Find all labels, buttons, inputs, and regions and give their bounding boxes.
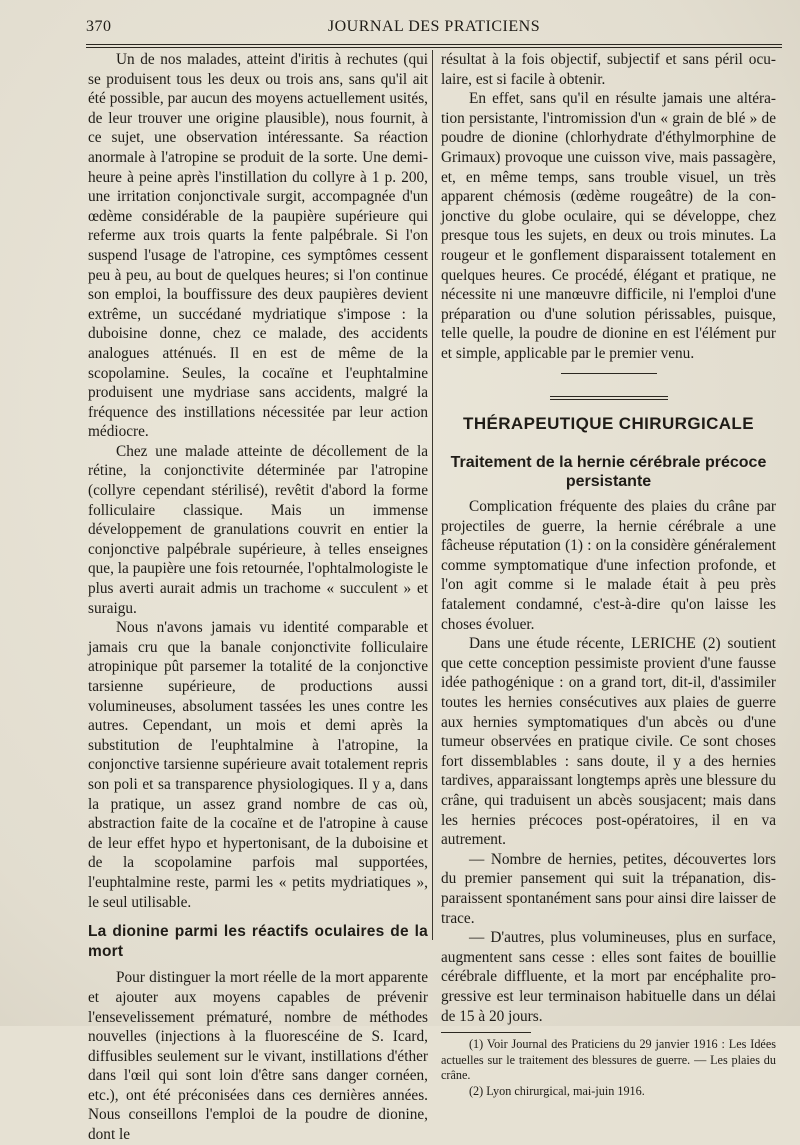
paragraph: — Nombre de hernies, petites, découvertes lors du premier pansement qui suit la trépanation, disparaissent spontanément sans pour ainsi dire laisser de trace. <box>441 850 776 927</box>
section-title: THÉRAPEUTIQUE CHIRURGICALE <box>463 413 754 433</box>
footnote: (1) Voir Journal des Praticiens du 29 janvier 1916 : Les Idées actuelles sur le traitement des blessures de guerre. — Les plaies du crâne. <box>441 1037 776 1083</box>
article-title: Traitement de la hernie cérébrale précoce persistante <box>450 454 767 491</box>
section-rule <box>550 396 668 397</box>
paragraph: Chez une malade atteinte de décollement de la rétine, la conjonctivite déterminée par l'atropine (collyre cependant stérilisé), revêtit d'abord la forme folliculaire classique. Mais un immense développement de granulations couvrit en entier la conjonctive palpébrale supérieure, à telles enseignes que, la paupière une fois retournée, l'ophtalmologiste le plus averti aurait admis un trachome « succulent » et suraigu. <box>88 442 428 617</box>
page-number: 370 <box>86 18 112 35</box>
journal-title: JOURNAL DES PRATICIENS <box>327 18 541 35</box>
page-header <box>86 18 782 40</box>
left-column <box>88 50 428 1145</box>
paragraph: En effet, sans qu'il en résulte jamais une altération persistante, l'intromission d'un « grain de blé » de poudre de dionine (chlorhydrate d'éthylmorphine de Grimaux) provoque une cuisson vive, mais passagère, et, en même temps, sans trouble visuel, un très apparent chémosis (œdème rougeâtre) de la conjonctive du globe oculaire, qui se développe, chez presque tous les sujets, en deux ou trois minutes. La rougeur et le gonflement disparaissent totalement en quelques heures. Ce procédé, élégant et pratique, ne nécessite ni une manœuvre difficile, ni l'emploi d'une préparation ou d'une solution périssables, puisque, telle quelle, la poudre de dionine en est l'élément pur et simple, applicable par le premier venu. <box>441 90 776 362</box>
separator <box>561 373 657 374</box>
header-rule-thin <box>86 47 782 48</box>
paragraph: Pour distinguer la mort réelle de la mort apparente et ajouter aux moyens capables de prévenir l'ensevelissement prématuré, nombre de méthodes nouvelles (injections à la fluorescéine de S. Icard, diffusibles seulement sur le vivant, instillations d'éther dans l'œil qui sont loin d'être sans danger cornéen, etc.), ont été préconisées dans ces dernières années. Nous conseillons l'emploi de la poudre de dionine, dont le <box>88 969 428 1144</box>
footnote: (2) Lyon chirurgical, mai-juin 1916. <box>469 1083 645 1098</box>
paragraph: résultat à la fois objectif, subjectif et sans péril oculaire, est si facile à obtenir. <box>441 51 776 88</box>
section-rule <box>550 399 668 400</box>
column-divider <box>432 50 433 940</box>
paragraph: Nous n'avons jamais vu identité comparable et jamais cru que la banale conjonctivite folliculaire atropinique pût parsemer la totalité de la conjonctive tarsienne supérieure, de productions aussi volumineuses, absolument tassées les unes contre les autres. Cependant, un mois et demi après la substitution de l'euphtalmine à l'atropine, la conjonctive tarsienne supérieure avait totalement repris son poli et sa transparence physiologiques. Il y a, dans la pratique, un assez grand nombre de cas où, abstraction faite de la cocaïne et de l'atropine à cause de leur effet hypo et hypertonisant, de la duboisine et de la scopolamine parfois mal supportées, l'euphtalmine reste, parmi les « petits mydriatiques », le seul utilisable. <box>88 619 428 911</box>
paragraph: Dans une étude récente, LERICHE (2) soutient que cette conception pessimiste provient d'une fausse idée pathogénique : on a grand tort, dit-il, d'assimiler toutes les hernies consécutives aux plaies de guerre aux hernies symptomatiques d'un abcès ou d'une tumeur observées en pratique civile. Ce sont choses fort dissemblables : sans doute, il y a des hernies tardives, apparaissant longtemps après une blessure du crâne, qui traduisent un abcès sousjacent; mais dans les hernies précoces post-opératoires, il en va autrement. <box>441 635 776 849</box>
footnote-rule <box>441 1032 531 1033</box>
paragraph: Un de nos malades, atteint d'iritis à rechutes (qui se produisent tous les deux ou trois ans, sans qu'il ait été possible, par aucun des moyens actuellement usités, de leur trouver une origine plausible), nous fournit, à ce sujet, une observation intéressante. Sa réaction anormale à l'atropine se produit de la sorte. Une demi-heure à peine après l'instillation du collyre à 1 p. 200, une irritation conjonctivale surgit, accompagnée d'un œdème considérable de la paupière supérieure qui referme aux trois quarts la fente palpébrale. Si l'on suspend l'usage de l'atropine, ces symptômes cessent peu à peu, au bout de quelques heures; si l'on continue son emploi, la bouffissure des deux paupières devient extrême, un succédané mydriatique s'impose : la duboisine donne, chez ce malade, des accidents analogues atténués. Il en est de même de la scopolamine. Seules, la cocaïne et l'euphtalmine produisent une mydriase sans accidents, malgré la fréquence des instillations nécessitée par leur action médiocre. <box>88 51 428 441</box>
section-subheading: La dionine parmi les réactifs oculaires de la mort <box>88 923 428 960</box>
right-column <box>441 50 776 1099</box>
paragraph: Complication fréquente des plaies du crâne par projectiles de guerre, la hernie cérébrale a une fâcheuse réputation (1) : on la considère généralement comme symptomatique d'une infection profonde, et l'on agit comme si le malade était à peu près fatalement condamné, c'est-à-dire qu'on laisse les choses évoluer. <box>441 498 776 633</box>
paragraph: — D'autres, plus volumineuses, plus en surface, augmentent sans cesse : elles sont faites de bouillie cérébrale diffluente, et la mort par encéphalite progressive est leur terminaison habituelle dans un délai de 15 à 20 jours. <box>441 929 776 1025</box>
header-rule <box>86 44 782 45</box>
